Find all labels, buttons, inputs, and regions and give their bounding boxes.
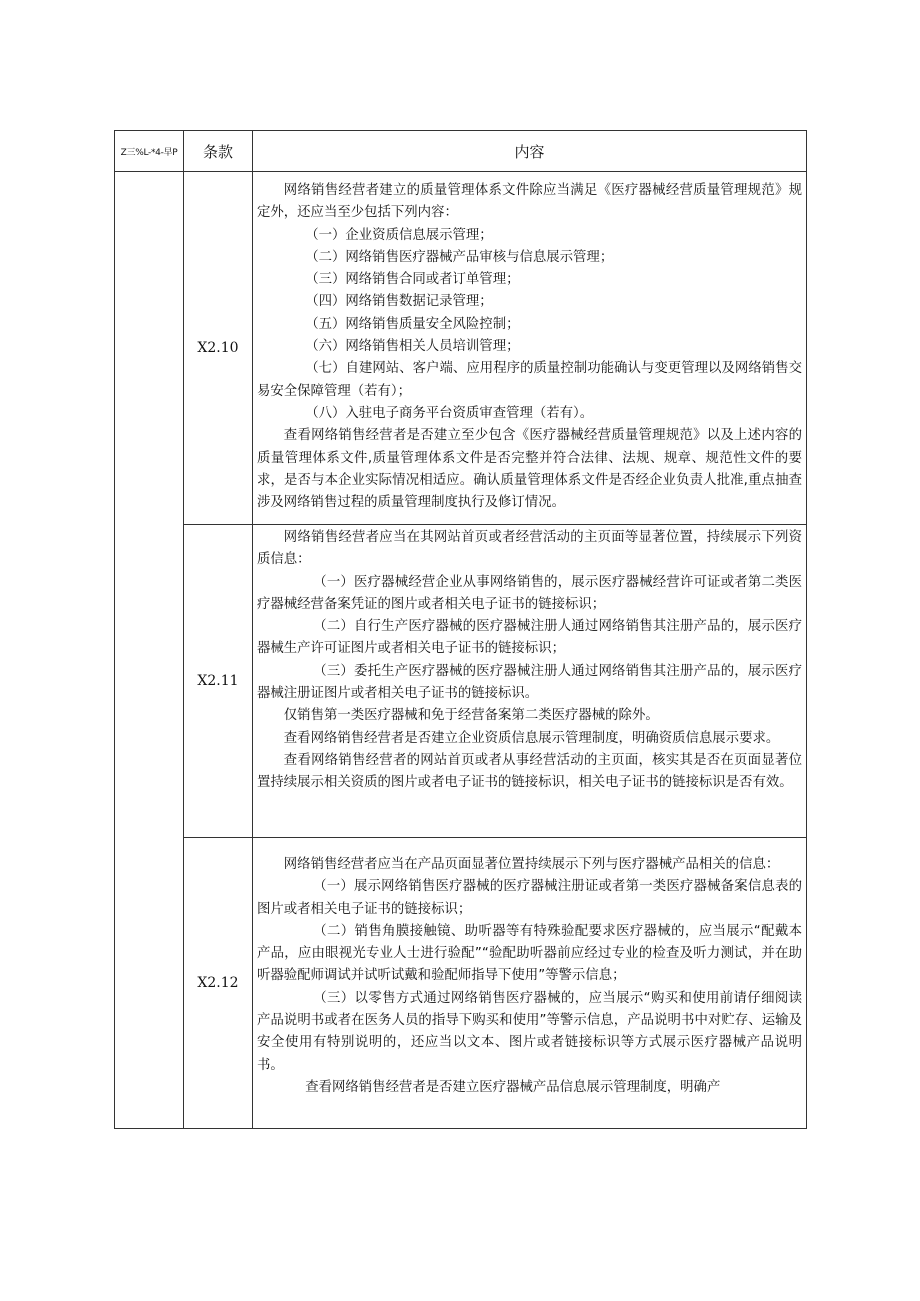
table-row bbox=[115, 838, 807, 1129]
clause-number: X2.10 bbox=[184, 172, 253, 525]
list-item: （三）委托生产医疗器械的医疗器械注册人通过网络销售其注册产品的，展示医疗器械注册证图片或者相关电子证书的链接标识。 bbox=[257, 663, 802, 702]
paragraph: 仅销售第一类医疗器械和免于经营备案第二类医疗器械的除外。 bbox=[283, 708, 659, 724]
clause-number: X2.11 bbox=[184, 525, 253, 838]
header-category: Z三%L-*4-早P bbox=[115, 131, 184, 172]
list-item: （一）展示网络销售医疗器械的医疗器械注册证或者第一类医疗器械备案信息表的图片或者相关电子证书的链接标识； bbox=[257, 879, 802, 917]
clause-content bbox=[253, 838, 807, 1129]
table-row bbox=[115, 172, 807, 525]
paragraph: 网络销售经营者建立的质量管理体系文件除应当满足《医疗器械经营质量管理规范》规定外，还应当至少包括下列内容： bbox=[257, 183, 802, 221]
list-item: （一）企业资质信息展示管理； bbox=[305, 227, 493, 243]
category-cell bbox=[115, 172, 184, 1129]
list-item: （七）自建网站、客户端、应用程序的质量控制功能确认与变更管理以及网络销售交易安全保障管理（若有）； bbox=[257, 361, 802, 399]
list-item: （八）入驻电子商务平台资质审查管理（若有）。 bbox=[305, 405, 594, 421]
header-clause: 条款 bbox=[184, 131, 253, 172]
regulation-table bbox=[114, 130, 807, 1129]
list-item: （二）自行生产医疗器械的医疗器械注册人通过网络销售其注册产品的，展示医疗器械生产许可证图片或者相关电子证书的链接标识； bbox=[257, 619, 802, 657]
paragraph: 查看网络销售经营者是否建立医疗器械产品信息展示管理制度，明确产 bbox=[305, 1079, 721, 1095]
list-item: （五）网络销售质量安全风险控制； bbox=[305, 316, 520, 332]
clause-content bbox=[253, 172, 807, 525]
paragraph: 查看网络销售经营者的网站首页或者从事经营活动的主页面，核实其是否在页面显著位置持续展示相关资质的图片或者电子证书的链接标识，相关电子证书的链接标识是否有效。 bbox=[257, 752, 802, 791]
list-item: （三）以零售方式通过网络销售医疗器械的，应当展示“购买和使用前请仔细阅读产品说明书或者在医务人员的指导下购买和使用”等警示信息，产品说明书中对贮存、运输及安全使用有特别说明的，还应当以文本、图片或者链接标识等方式展示医疗器械产品说明书。 bbox=[257, 990, 802, 1073]
clause-content bbox=[253, 525, 807, 838]
paragraph: 网络销售经营者应当在其网站首页或者经营活动的主页面等显著位置，持续展示下列资质信息： bbox=[257, 530, 802, 568]
list-item: （六）网络销售相关人员培训管理； bbox=[305, 339, 520, 355]
list-item: （二）销售角膜接触镜、助听器等有特殊验配要求医疗器械的，应当展示“配戴本产品，应由眼视光专业人士进行验配”“验配助听器前应经过专业的检查及听力测试，并在助听器验配师调试并试听试戴和验配师指导下使用”等警示信息； bbox=[257, 923, 802, 984]
paragraph: 查看网络销售经营者是否建立企业资质信息展示管理制度，明确资质信息展示要求。 bbox=[283, 730, 780, 746]
paragraph: 网络销售经营者应当在产品页面显著位置持续展示下列与医疗器械产品相关的信息： bbox=[283, 857, 780, 872]
list-item: （二）网络销售医疗器械产品审核与信息展示管理； bbox=[305, 249, 614, 265]
header-content: 内容 bbox=[253, 131, 807, 172]
list-item: （三）网络销售合同或者订单管理； bbox=[305, 272, 520, 288]
list-item: （四）网络销售数据记录管理； bbox=[305, 294, 493, 310]
table-row bbox=[115, 525, 807, 838]
table-header-row bbox=[115, 131, 807, 172]
paragraph: 查看网络销售经营者是否建立至少包含《医疗器械经营质量管理规范》以及上述内容的质量管理体系文件,质量管理体系文件是否完整并符合法律、法规、规章、规范性文件的要求，是否与本企业实际情况相适应。确认质量管理体系文件是否经企业负责人批准,重点抽查涉及网络销售过程的质量管理制度执行及修订情况。 bbox=[257, 428, 802, 511]
list-item: （一）医疗器械经营企业从事网络销售的，展示医疗器械经营许可证或者第二类医疗器械经营备案凭证的图片或者相关电子证书的链接标识； bbox=[257, 574, 802, 612]
clause-number: X2.12 bbox=[184, 838, 253, 1129]
